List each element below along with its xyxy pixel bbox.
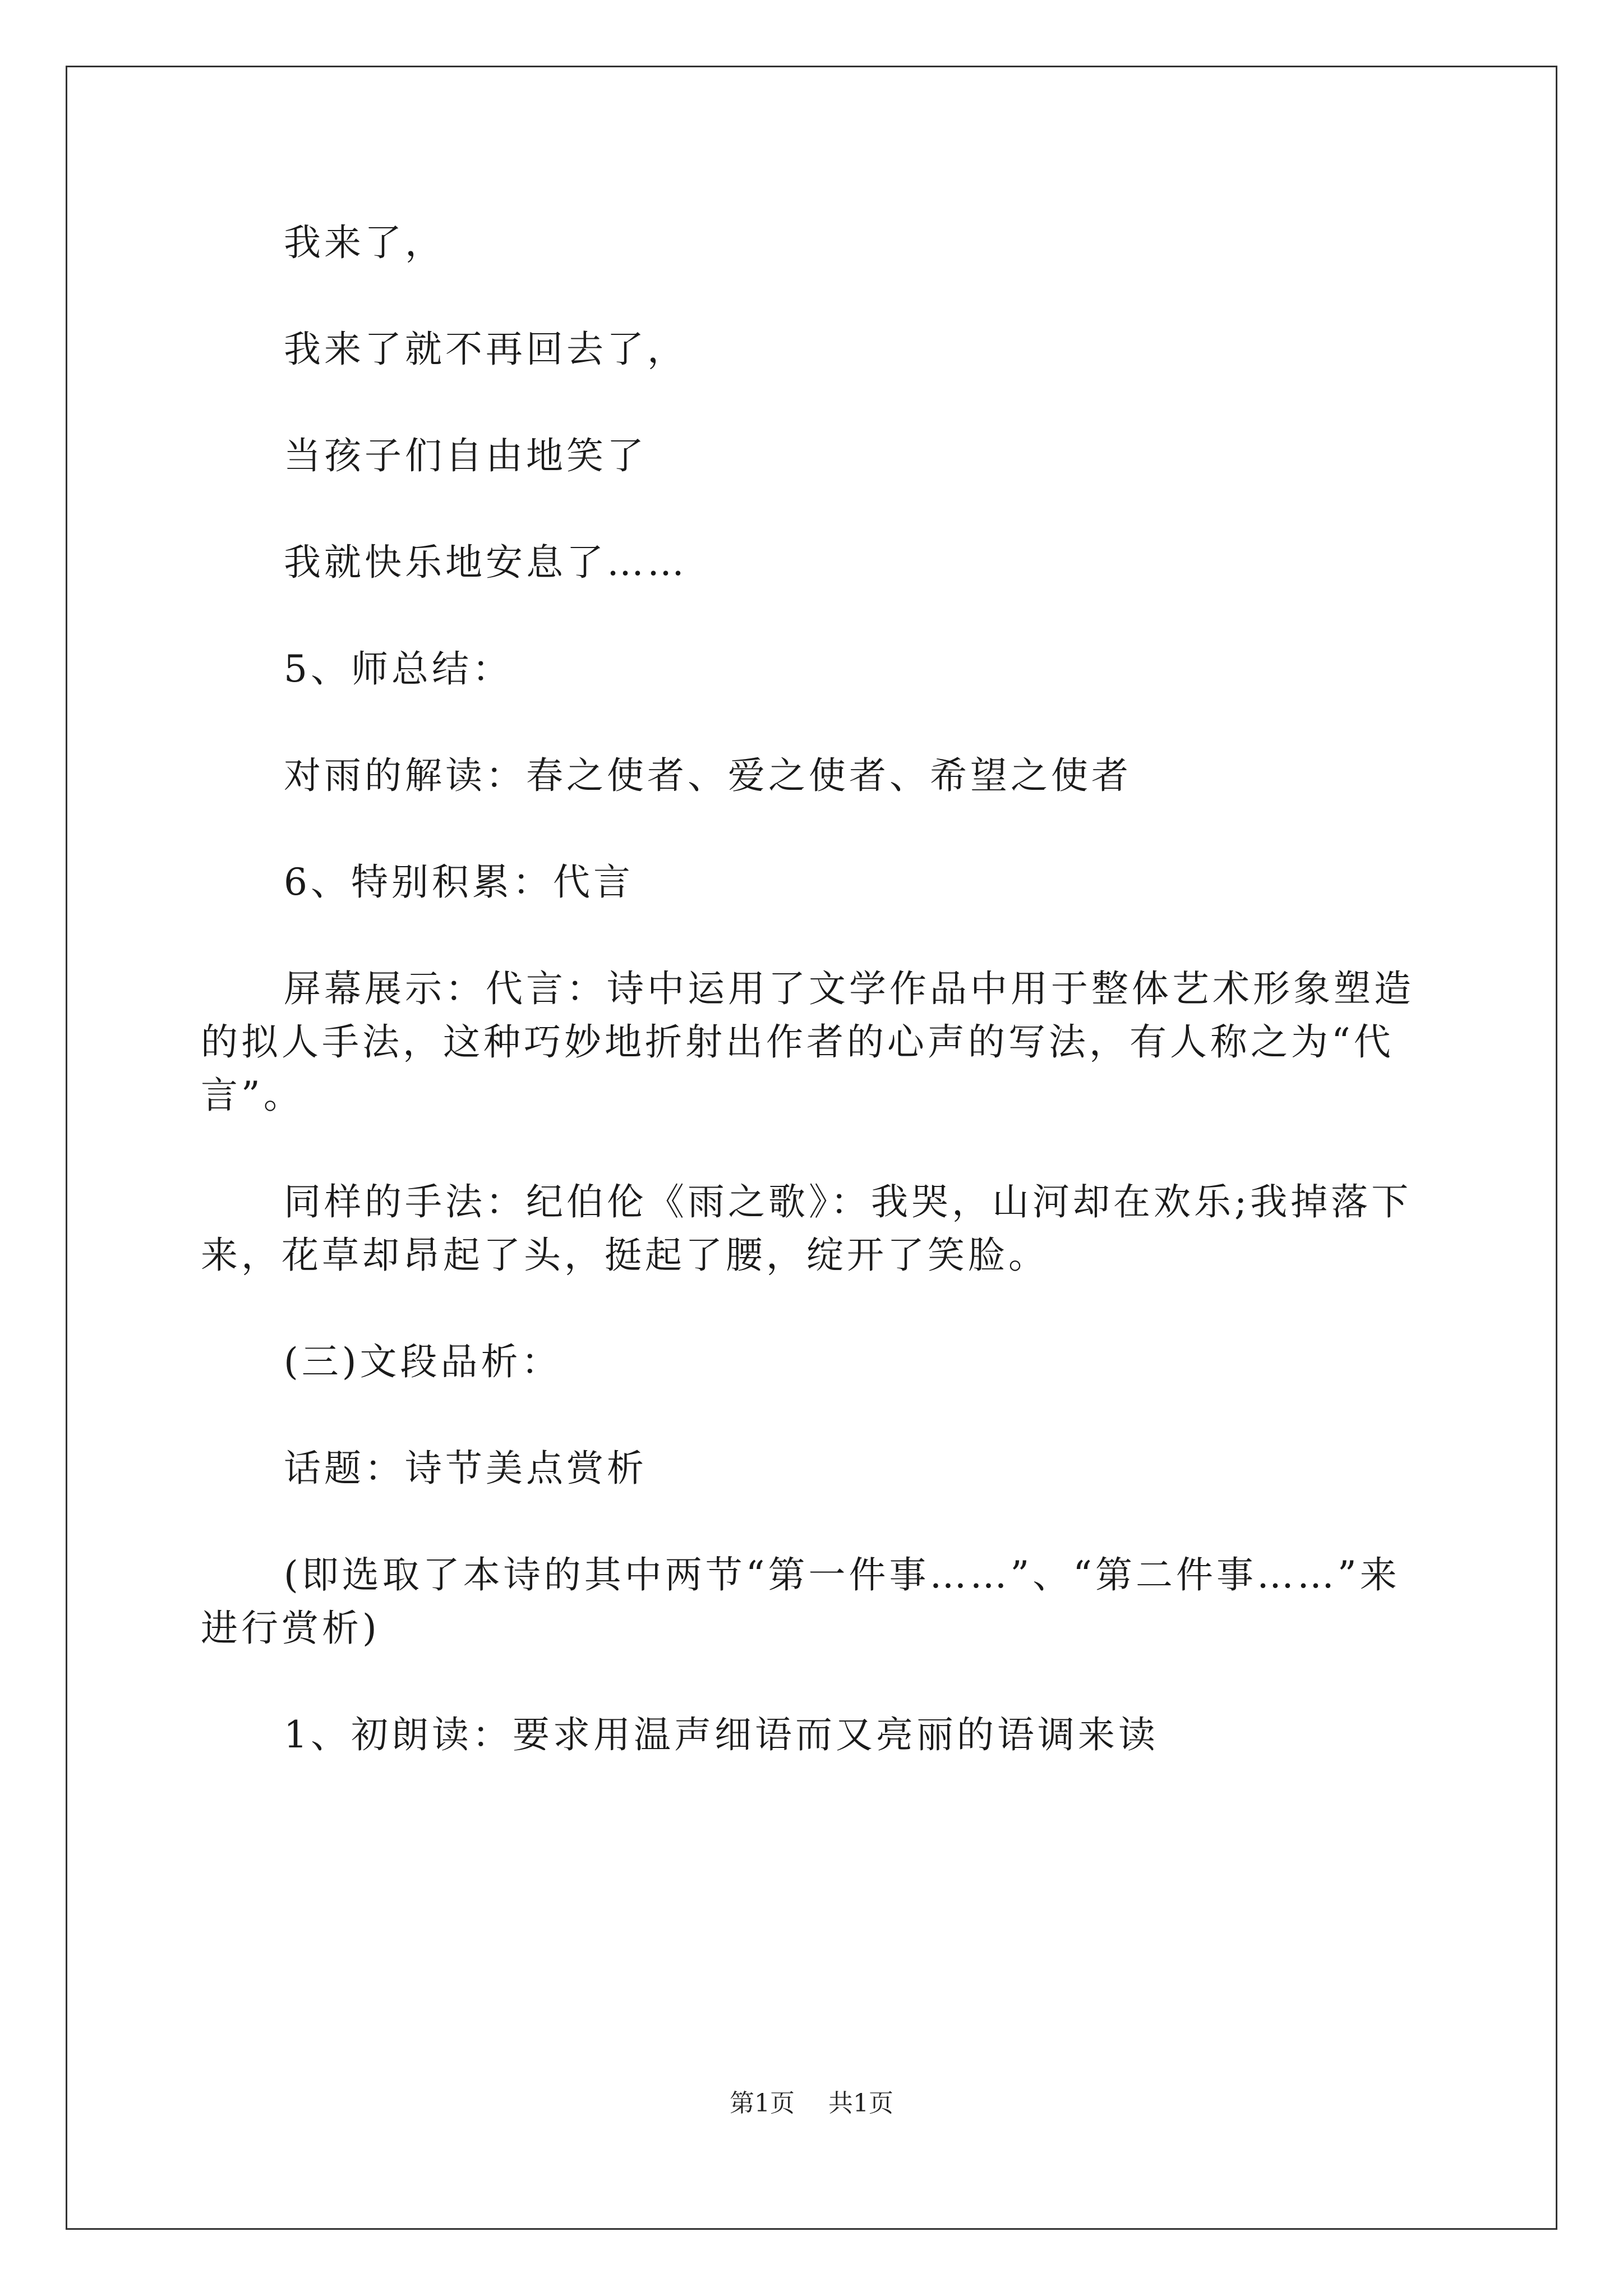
paragraph-2: 我来了就不再回去了， [284,328,688,371]
paragraph-7: 6、特别积累：代言 [284,861,634,904]
page-footer [0,2087,1623,2120]
paragraph-10: (三)文段品析： [284,1340,562,1383]
paragraph-8: 屏幕展示：代言：诗中运用了文学作品中用于整体艺术形象塑造的拟人手法，这种巧妙地折射出作者的心声的写法，有人称之为“代言”。 [201,967,1414,1117]
paragraph-1: 我来了， [284,221,445,264]
paragraph-9: 同样的手法：纪伯伦《雨之歌》：我哭，山河却在欢乐;我掉落下来，花草却昂起了头，挺起了腰，绽开了笑脸。 [201,1180,1412,1277]
paragraph-12: (即选取了本诗的其中两节“第一件事……”、“第二件事……”来进行赏析) [201,1553,1400,1650]
paragraph-3: 当孩子们自由地笑了 [284,434,647,477]
page-number-total: 共1页 [828,2089,893,2118]
paragraph-4: 我就快乐地安息了…… [284,541,688,584]
paragraph-11: 话题：诗节美点赏析 [284,1447,647,1490]
document-body [201,216,1429,1761]
paragraph-6: 对雨的解读：春之使者、爱之使者、希望之使者 [284,754,1132,797]
paragraph-5: 5、师总结： [284,647,513,691]
paragraph-13: 1、初朗读：要求用温声细语而又亮丽的语调来读 [284,1713,1159,1756]
page-number-current: 第1页 [730,2089,795,2118]
